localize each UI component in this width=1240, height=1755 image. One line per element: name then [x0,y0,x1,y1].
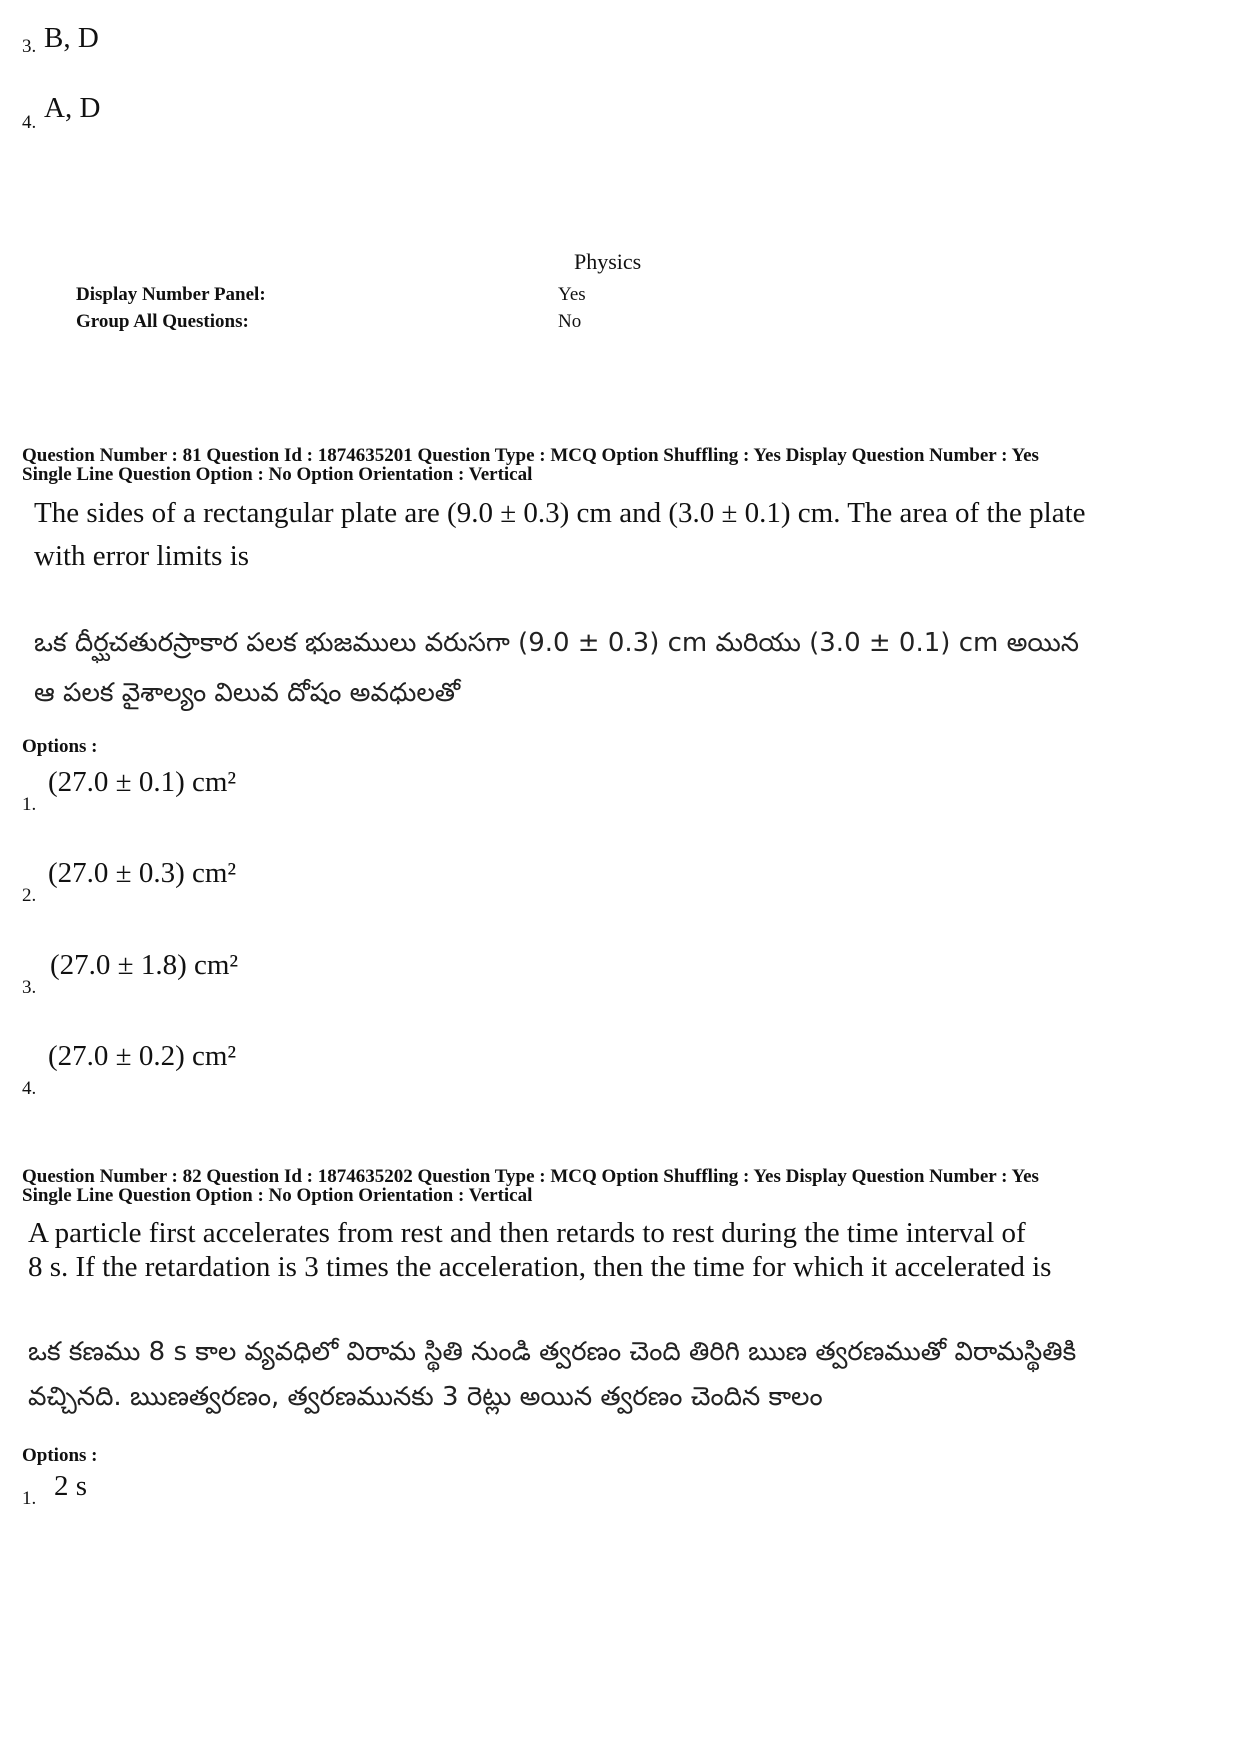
option-number: 4. [22,1078,37,1099]
question-header: Question Number : 82 Question Id : 1874635202 Question Type : MCQ Option Shuffling : Yes Display Question Number : Yes [22,1166,1039,1187]
option-number: 2. [22,885,37,906]
option-text: A, D [44,92,101,124]
section-meta-label: Group All Questions: [76,311,249,332]
question-text-english: The sides of a rectangular plate are (9.0 ± 0.3) cm and (3.0 ± 0.1) cm. The area of the plate [34,497,1086,529]
option-number: 3. [22,36,37,57]
question-text-english: A particle first accelerates from rest and then retards to rest during the time interval of [28,1217,1026,1249]
option-number: 1. [22,1488,37,1509]
question-text-telugu: ఒక దీర్ఘచతురస్రాకార పలక భుజములు వరుసగా (9.0 ± 0.3) cm మరియు (3.0 ± 0.1) cm అయిన [34,628,1080,658]
option-text: (27.0 ± 0.3) cm² [48,857,237,889]
section-meta-label: Display Number Panel: [76,284,266,305]
option-text: (27.0 ± 0.1) cm² [48,766,237,798]
question-header: Question Number : 81 Question Id : 1874635201 Question Type : MCQ Option Shuffling : Yes Display Question Number : Yes [22,445,1039,466]
question-text-english: with error limits is [34,540,250,572]
option-number: 1. [22,794,37,815]
option-number: 4. [22,112,37,133]
question-header: Single Line Question Option : No Option Orientation : Vertical [22,1185,533,1206]
option-number: 3. [22,977,37,998]
section-meta-value: Yes [558,284,586,305]
option-text: B, D [44,22,99,54]
options-label: Options : [22,736,98,757]
options-label: Options : [22,1445,98,1466]
question-header: Single Line Question Option : No Option Orientation : Vertical [22,464,533,485]
question-text-telugu: ఆ పలక వైశాల్యం విలువ దోషం అవధులతో [34,678,461,708]
question-text-telugu: వచ్చినది. ఋణత్వరణం, త్వరణమునకు 3 రెట్లు అయిన త్వరణం చెందిన కాలం [28,1382,823,1412]
section-meta-value: No [558,311,582,332]
option-text: (27.0 ± 0.2) cm² [48,1040,237,1072]
question-text-english: 8 s. If the retardation is 3 times the acceleration, then the time for which it accelerated is [28,1251,1052,1283]
question-text-telugu: ఒక కణము 8 s కాల వ్యవధిలో విరామ స్థితి నుండి త్వరణం చెంది తిరిగి ఋణ త్వరణముతో విరామస్థితికి [28,1337,1077,1367]
section-title: Physics [574,249,642,274]
option-text: 2 s [54,1470,88,1502]
option-text: (27.0 ± 1.8) cm² [50,949,239,981]
